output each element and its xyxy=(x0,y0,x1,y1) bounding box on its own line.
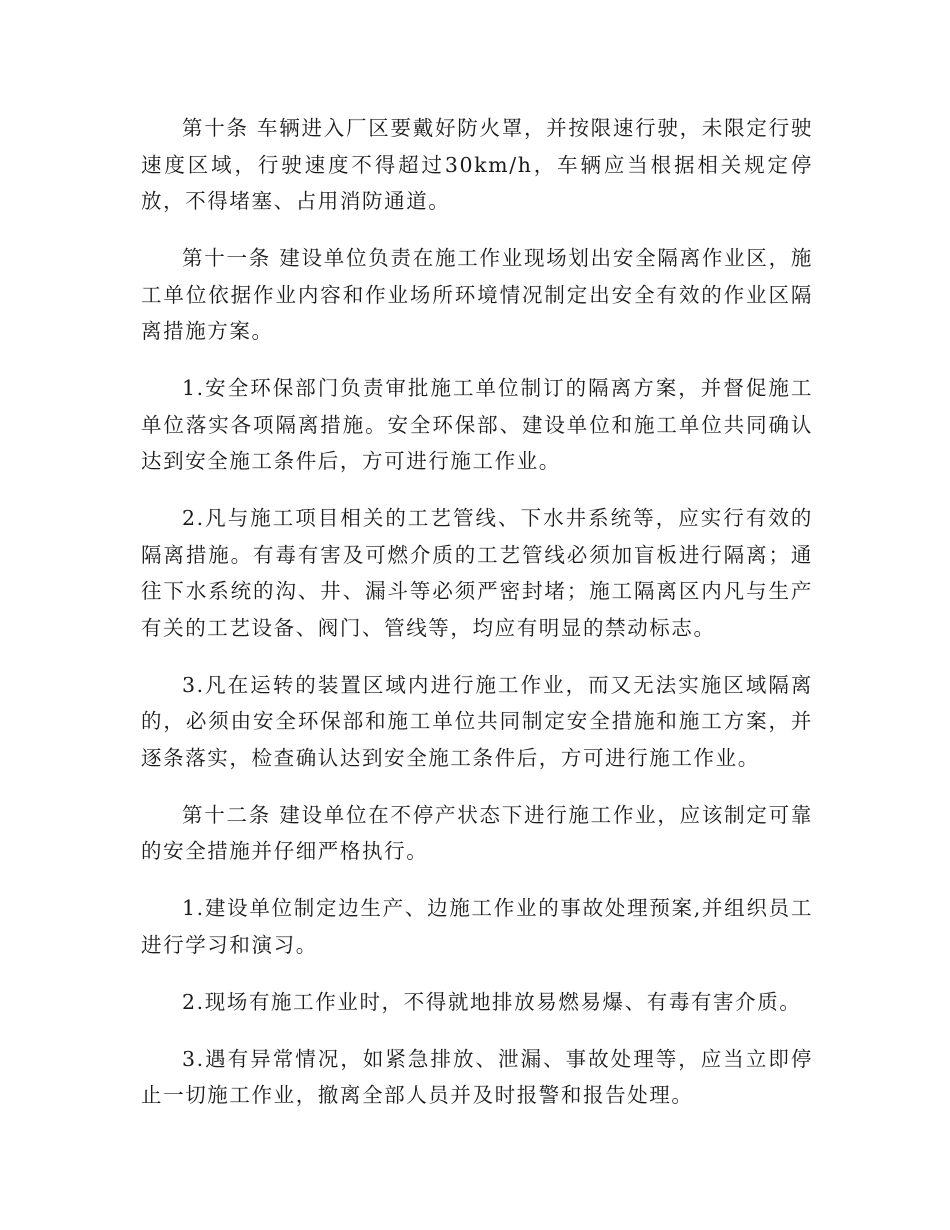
article-11-item-3: 3.凡在运转的装置区域内进行施工作业，而又无法实施区域隔离的，必须由安全环保部和施工单位共同制定安全措施和施工方案，并逐条落实，检查确认达到安全施工条件后，方可进行施工作业。 xyxy=(141,672,813,770)
article-11-paragraph: 第十一条 建设单位负责在施工作业现场划出安全隔离作业区，施工单位依据作业内容和作业场所环境情况制定出安全有效的作业区隔离措施方案。 xyxy=(141,246,813,343)
article-12-item-1: 1.建设单位制定边生产、边施工作业的事故处理预案,并组织员工进行学习和演习。 xyxy=(141,896,813,957)
article-12-paragraph: 第十二条 建设单位在不停产状态下进行施工作业，应该制定可靠的安全措施并仔细严格执行。 xyxy=(141,802,813,863)
article-12-item-2: 2.现场有施工作业时，不得就地排放易燃易爆、有毒有害介质。 xyxy=(182,989,802,1014)
document-body xyxy=(141,110,813,1134)
article-10-paragraph: 第十条 车辆进入厂区要戴好防火罩，并按限速行驶，未限定行驶速度区域，行驶速度不得超过30km/h，车辆应当根据相关规定停放，不得堵塞、占用消防通道。 xyxy=(141,116,813,213)
article-11-item-1: 1.安全环保部门负责审批施工单位制订的隔离方案，并督促施工单位落实各项隔离措施。安全环保部、建设单位和施工单位共同确认达到安全施工条件后，方可进行施工作业。 xyxy=(141,376,813,473)
article-12-item-3: 3.遇有异常情况，如紧急排放、泄漏、事故处理等，应当立即停止一切施工作业，撤离全部人员并及时报警和报告处理。 xyxy=(141,1046,813,1107)
article-11-item-2: 2.凡与施工项目相关的工艺管线、下水井系统等，应实行有效的隔离措施。有毒有害及可燃介质的工艺管线必须加盲板进行隔离；通往下水系统的沟、井、漏斗等必须严密封堵；施工隔离区内凡与生产有关的工艺设备、阀门、管线等，均应有明显的禁动标志。 xyxy=(141,506,813,640)
